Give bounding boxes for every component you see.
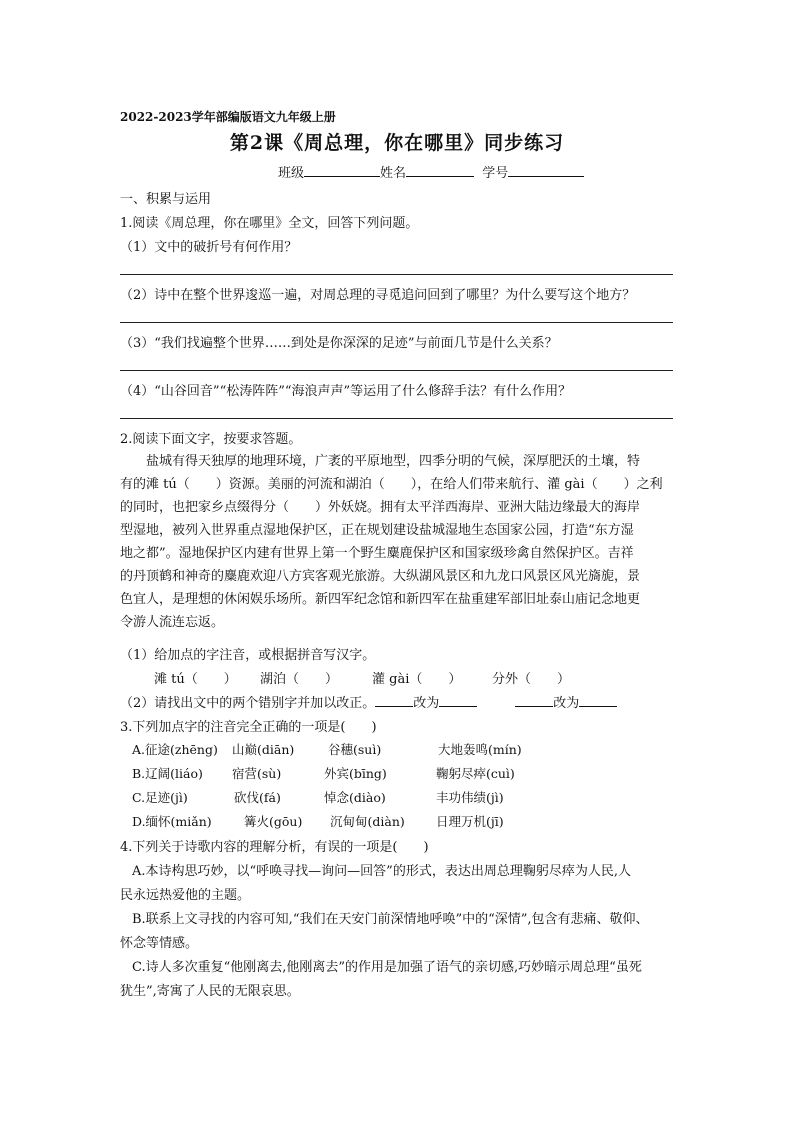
q2-sub2: [120, 692, 617, 711]
q1-sub3: （3）“我们找遍整个世界……到处是你深深的足迹”与前面几节是什么关系？: [120, 336, 558, 351]
q1-sub1: （1）文中的破折号有何作用？: [120, 240, 298, 255]
q1-stem: 1.阅读《周总理，你在哪里》全文，回答下列问题。: [120, 216, 419, 231]
pinyin-item-1[interactable]: 滩 tú（ ）: [154, 672, 237, 687]
q3-option-a-2: 山巅(diān): [232, 742, 295, 757]
q3-option-d-4: 日理万机(jī): [436, 814, 504, 829]
passage-line: 令游人流连忘返。: [120, 615, 225, 630]
section-heading: 一、积累与运用: [120, 192, 212, 207]
passage-line: 的丹顶鹤和神奇的麋鹿欢迎八方宾客观光旅游。大纵湖风景区和九龙口风景区风光旖旎，景: [120, 569, 641, 584]
passage-line: 的同时，也把家乡点缀得分（ ）外妖娆。拥有太平洋西海岸、亚洲大陆边缘最大的海岸: [120, 500, 641, 515]
q3-option-d-3: 沉甸甸(diàn): [330, 814, 405, 829]
q3-option-d-2: 篝火(gōu): [244, 814, 303, 829]
page-title: 第2课《周总理，你在哪里》同步练习: [229, 132, 565, 154]
correct-char-blank-1[interactable]: [439, 694, 477, 707]
q3-option-c-1[interactable]: C.足迹(jì): [132, 790, 188, 805]
passage-line: 色宜人，是理想的休闲娱乐场所。新四军纪念馆和新四军在盐重建军部旧址泰山庙记念地更: [120, 592, 641, 607]
answer-line-1[interactable]: [120, 274, 673, 275]
q3-option-c-4: 丰功伟绩(jì): [436, 790, 504, 805]
q3-option-a-3: 谷穗(suì): [328, 742, 382, 757]
answer-line-2[interactable]: [120, 322, 673, 323]
q4-option-a-cont: 民永远热爱他的主题。: [120, 888, 251, 903]
q3-option-b-2: 宿营(sù): [232, 766, 282, 781]
q2-sub1: （1）给加点的字注音，或根据拼音写汉字。: [120, 648, 376, 663]
q3-option-a-1[interactable]: A.征途(zhēng): [132, 742, 218, 757]
q3-option-c-3: 悼念(diào): [324, 790, 386, 805]
id-label: 学号: [482, 166, 509, 181]
class-blank[interactable]: [304, 163, 380, 177]
student-info-row: [278, 162, 584, 181]
pinyin-item-3[interactable]: 灌 gài（ ）: [372, 672, 462, 687]
q4-option-a[interactable]: A.本诗构思巧妙，以“呼唤寻找—询问—回答”的形式，表达出周总理鞠躬尽瘁为人民,人: [132, 864, 631, 879]
q4-option-c[interactable]: C.诗人多次重复“他刚离去,他刚离去”的作用是加强了语气的亲切感,巧妙暗示周总理“虽死: [132, 960, 642, 975]
q3-option-b-4: 鞠躬尽瘁(cuì): [436, 766, 515, 781]
name-blank[interactable]: [406, 163, 474, 177]
q4-option-b[interactable]: B.联系上文寻找的内容可知,“我们在天安门前深情地呼唤”中的“深情”,包含有悲痛、敬仰、: [132, 912, 649, 927]
id-blank[interactable]: [508, 163, 584, 177]
q4-stem: 4.下列关于诗歌内容的理解分析，有误的一项是( ): [120, 840, 429, 855]
answer-line-4[interactable]: [120, 418, 673, 419]
q2-sub2-text: （2）请找出文中的两个错别字并加以改正。: [120, 696, 376, 711]
q3-option-b-3: 外宾(bīng): [324, 766, 387, 781]
change-label-1: 改为: [413, 696, 440, 711]
passage-line: 盐城有得天独厚的地理环境，广袤的平原地型，四季分明的气候，深厚肥沃的土壤，特: [146, 454, 641, 469]
name-label: 姓名: [380, 166, 407, 181]
pinyin-item-2[interactable]: 湖泊（ ）: [260, 672, 339, 687]
wrong-char-blank-2[interactable]: [515, 694, 553, 707]
correct-char-blank-2[interactable]: [579, 694, 617, 707]
passage-line: 有的滩 tú（ ）资源。美丽的河流和湖泊（ ），在给人们带来航行、灌 gài（ ）之利: [120, 477, 663, 492]
wrong-char-blank-1[interactable]: [375, 694, 413, 707]
q4-option-b-cont: 怀念等情感。: [120, 936, 199, 951]
q3-option-c-2: 砍伐(fá): [234, 790, 281, 805]
q1-sub2: （2）诗中在整个世界逡巡一遍，对周总理的寻觅追问回到了哪里？为什么要写这个地方？: [120, 288, 636, 303]
q3-option-b-1[interactable]: B.辽阔(liáo): [132, 766, 203, 781]
change-label-2: 改为: [553, 696, 580, 711]
pinyin-item-4[interactable]: 分外（ ）: [492, 672, 571, 687]
q2-passage: [120, 450, 673, 634]
q1-sub4: （4）“山谷回音”“松涛阵阵”“海浪声声”等运用了什么修辞手法？有什么作用？: [120, 384, 572, 399]
answer-line-3[interactable]: [120, 370, 673, 371]
q3-option-a-4: 大地轰鸣(mín): [438, 742, 522, 757]
q2-stem: 2.阅读下面文字，按要求答题。: [120, 432, 302, 447]
class-label: 班级: [278, 166, 305, 181]
passage-line: 型湿地，被列入世界重点湿地保护区，正在规划建设盐城湿地生态国家公园，打造“东方湿: [120, 523, 634, 538]
q3-option-d-1[interactable]: D.缅怀(miǎn): [132, 814, 212, 829]
passage-line: 地之都”。湿地保护区内建有世界上第一个野生麋鹿保护区和国家级珍禽自然保护区。吉祥: [120, 546, 634, 561]
series-label: 2022-2023学年部编版语文九年级上册: [120, 110, 336, 124]
q3-stem: 3.下列加点字的注音完全正确的一项是( ): [120, 720, 377, 735]
q4-option-c-cont: 犹生”,寄寓了人民的无限哀思。: [120, 984, 300, 999]
